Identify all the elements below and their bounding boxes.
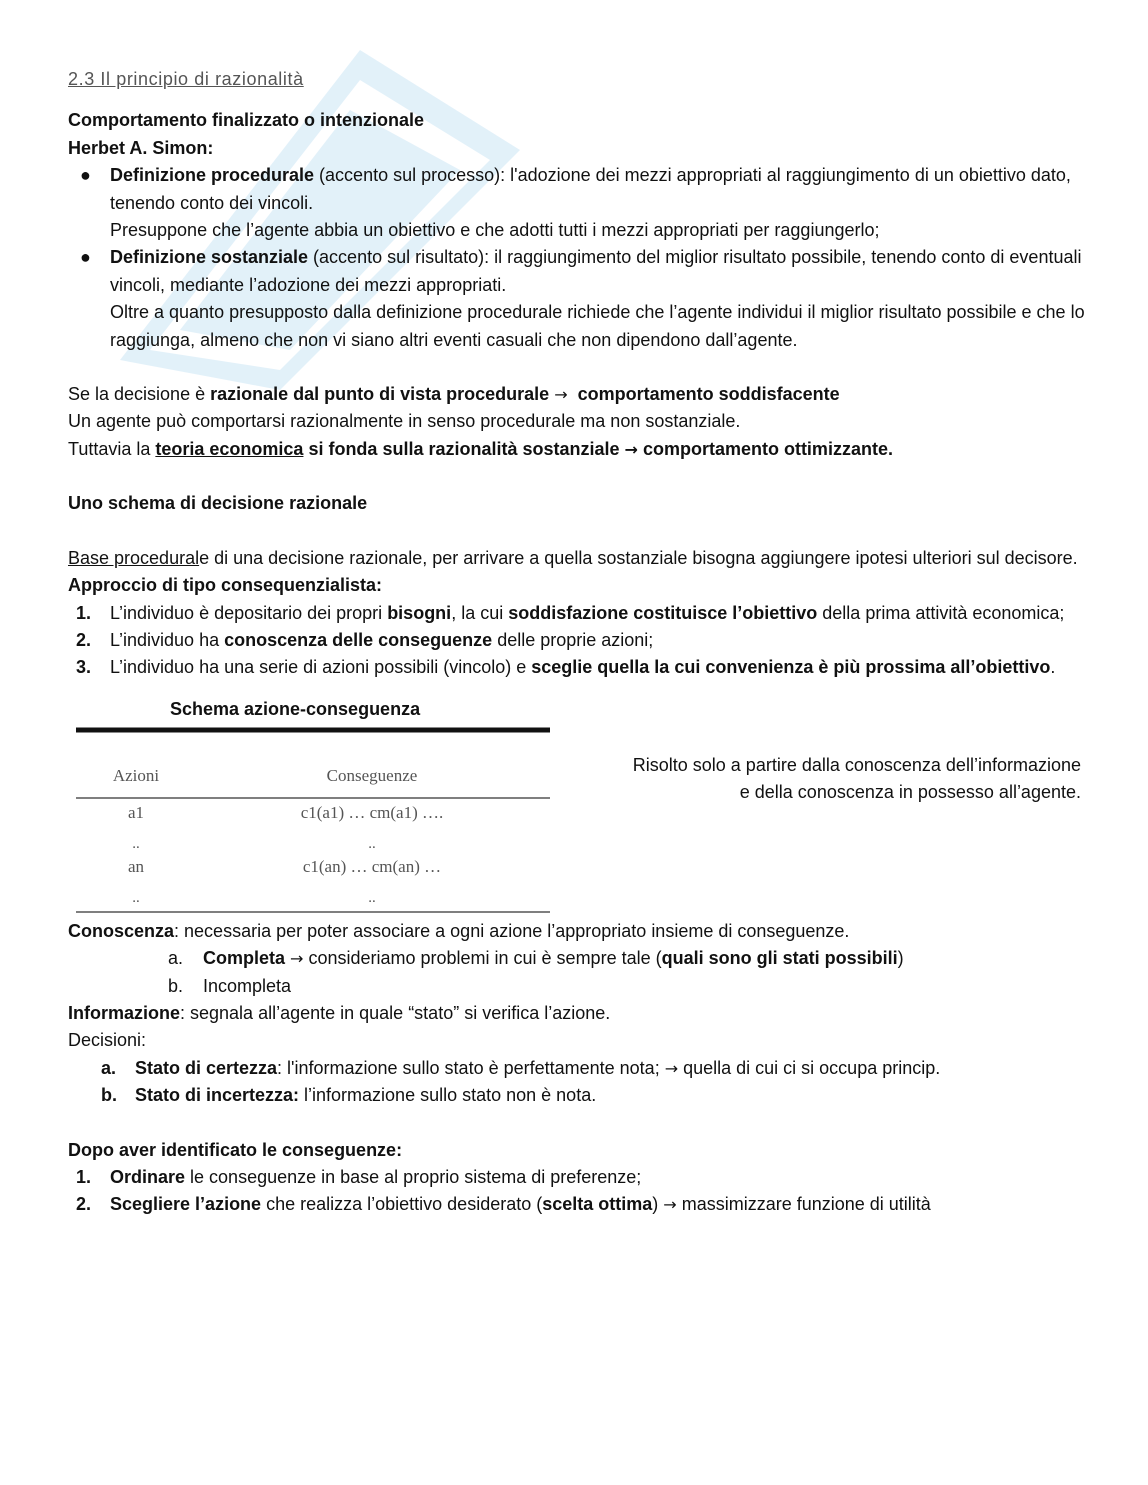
text-span: ) — [652, 1194, 664, 1215]
list-letter: a. — [168, 948, 184, 969]
table-header-conseguenze: Conseguenze — [326, 765, 418, 785]
text-span: quella di cui ci si occupa princip. — [678, 1057, 941, 1078]
text-span: consideriamo problemi in cui è sempre tale ( — [303, 948, 662, 969]
base-procedural-text — [68, 545, 1088, 572]
text-span: L’individuo ha — [110, 629, 225, 650]
text-span: le conseguenze in base al proprio sistema di preferenze; — [185, 1166, 642, 1187]
text-span: Base procedural — [68, 547, 200, 568]
after-title: Dopo aver identificato le conseguenze: — [68, 1139, 403, 1160]
list-item — [68, 1082, 1088, 1109]
list-letter: b. — [168, 975, 184, 996]
knowledge-line — [68, 918, 1088, 945]
schema-table — [74, 726, 552, 916]
list-number: 1. — [76, 1166, 92, 1187]
definition-detail: Oltre a quanto presupposto dalla definizione procedurale richiede che l’agente individui il miglior risultato possibile e che lo raggiunga, almeno che non vi siano altri eventi casuali che non dipendono dall’agente. — [110, 302, 1085, 350]
section-heading: 2.3 Il principio di razionalità — [68, 69, 304, 89]
text-span: Stato di certezza — [135, 1057, 278, 1078]
list-letter: b. — [101, 1085, 117, 1106]
text-span: Incompleta — [203, 975, 292, 996]
table-header-azioni: Azioni — [112, 765, 160, 785]
arrow-right-icon: → — [624, 439, 638, 459]
text-span: bisogni — [387, 602, 452, 623]
arrow-right-icon: → — [663, 1195, 677, 1215]
list-item — [68, 244, 1088, 354]
table-cell-consequence: c1(a1) … cm(a1) …. — [300, 802, 444, 822]
list-item — [68, 162, 1088, 244]
text-span: scelta ottima — [542, 1194, 653, 1215]
text-span: l’informazione sullo stato non è nota. — [299, 1085, 597, 1106]
definition-text: l'adozione dei mezzi appropriati al raggiungimento di un obiettivo dato, tenendo conto dei vincoli. — [110, 165, 1071, 213]
text-span: Ordinare — [110, 1166, 186, 1187]
list-item — [68, 945, 1088, 972]
table-cell-action: .. — [132, 835, 140, 852]
list-letter: a. — [101, 1057, 117, 1078]
text-span: : necessaria per poter associare a ogni azione l’appropriato insieme di conseguenze. — [174, 920, 850, 941]
intro-title: Comportamento finalizzato o intenzionale — [68, 110, 425, 131]
text-span: Se la decisione è — [68, 384, 211, 405]
decisions-label: Decisioni: — [68, 1030, 147, 1051]
list-number: 2. — [76, 629, 92, 650]
text-span: conoscenza delle conseguenze — [224, 629, 493, 650]
text-span: quali sono gli stati possibili — [661, 948, 898, 969]
procedural-line-2: Un agente può comportarsi razionalmente in senso procedurale ma non sostanziale. — [68, 411, 741, 432]
definition-list — [68, 162, 1088, 354]
text-span: L’individuo è depositario dei propri — [110, 602, 388, 623]
list-number: 2. — [76, 1194, 92, 1215]
list-number: 3. — [76, 657, 92, 678]
text-span: razionale dal punto di vista procedurale — [210, 384, 550, 405]
definition-text: il raggiungimento del miglior risultato possibile, tenendo conto di eventuali vincoli, mediante l’adozione dei mezzi appropriati. — [110, 247, 1082, 295]
text-span: , la cui — [451, 602, 509, 623]
schema-figure — [68, 696, 1088, 918]
text-span: comportamento soddisfacente — [577, 384, 840, 405]
text-span: Scegliere l’azione — [110, 1194, 262, 1215]
procedural-line-3 — [68, 436, 1088, 463]
table-cell-action: a1 — [127, 802, 145, 822]
procedural-line-1 — [68, 381, 1088, 408]
text-span: L’individuo ha una serie di azioni possibili (vincolo) e — [110, 657, 532, 678]
list-item — [68, 1164, 1088, 1191]
list-item — [68, 1191, 1088, 1218]
text-span: Informazione — [68, 1002, 181, 1023]
text-span: . — [1050, 657, 1056, 678]
table-cell-consequence: c1(an) … cm(an) … — [302, 856, 442, 876]
text-span: delle proprie azioni; — [492, 629, 654, 650]
schema-note — [566, 752, 1081, 807]
schema-section-title: Uno schema di decisione razionale — [68, 493, 368, 514]
text-span: teoria economica — [155, 438, 304, 459]
list-item — [68, 627, 1088, 654]
text-span: Stato di incertezza: — [135, 1085, 300, 1106]
approach-list — [68, 600, 1088, 682]
table-cell-action: .. — [132, 889, 140, 906]
bullet-icon: ● — [80, 165, 91, 186]
text-span: Tuttavia la — [68, 438, 156, 459]
definition-term: Definizione sostanziale — [110, 247, 309, 268]
definition-note: (accento sul risultato): — [308, 247, 495, 268]
definition-note: (accento sul processo): — [314, 165, 511, 186]
list-number: 1. — [76, 602, 92, 623]
arrow-right-icon: → — [664, 1058, 679, 1078]
bullet-icon: ● — [80, 247, 91, 268]
text-span: e di una decisione razionale, per arrivare a quella sostanziale bisogna aggiungere ipotesi ulteriori sul decisore. — [199, 547, 1078, 568]
list-item — [68, 1055, 1088, 1082]
text-span: Completa — [203, 948, 286, 969]
list-item — [68, 600, 1088, 627]
text-span: si fonda sulla razionalità sostanziale — [303, 438, 625, 459]
arrow-right-icon: → — [290, 949, 304, 969]
text-span: che realizza l’obiettivo desiderato ( — [261, 1194, 543, 1215]
schema-title: Schema azione-conseguenza — [170, 698, 421, 719]
text-span: : l'informazione sullo stato è perfettamente nota; — [277, 1057, 665, 1078]
text-span: soddisfazione costituisce l’obiettivo — [508, 602, 818, 623]
table-cell-consequence: .. — [368, 835, 376, 852]
decisions-list — [68, 1055, 1088, 1110]
intro-author: Herbet A. Simon: — [68, 137, 214, 158]
knowledge-options — [68, 945, 1088, 1000]
text-span: comportamento ottimizzante. — [637, 438, 893, 459]
text-span: : segnala all’agente in quale “stato” si verifica l’azione. — [180, 1002, 611, 1023]
arrow-right-icon: → — [554, 385, 568, 405]
text-span: della prima attività economica; — [817, 602, 1065, 623]
list-item — [68, 973, 1088, 1000]
text-span: ) — [897, 948, 904, 969]
text-span: sceglie quella la cui convenienza è più prossima all’obiettivo — [531, 657, 1051, 678]
after-steps — [68, 1164, 1088, 1219]
definition-detail: Presuppone che l’agente abbia un obiettivo e che adotti tutti i mezzi appropriati per raggiungerlo; — [110, 220, 880, 241]
list-item — [68, 654, 1088, 681]
schema-note-line: e della conoscenza in possesso all’agente. — [739, 782, 1081, 803]
text-span: massimizzare funzione di utilità — [681, 1194, 931, 1215]
schema-note-line: Risolto solo a partire dalla conoscenza dell’informazione — [632, 754, 1081, 775]
text-span: Conoscenza — [68, 920, 175, 941]
approach-title: Approccio di tipo consequenzialista: — [68, 575, 383, 596]
definition-term: Definizione procedurale — [110, 165, 315, 186]
table-cell-consequence: .. — [368, 889, 376, 906]
information-line — [68, 1000, 1088, 1027]
table-cell-action: an — [127, 856, 145, 876]
